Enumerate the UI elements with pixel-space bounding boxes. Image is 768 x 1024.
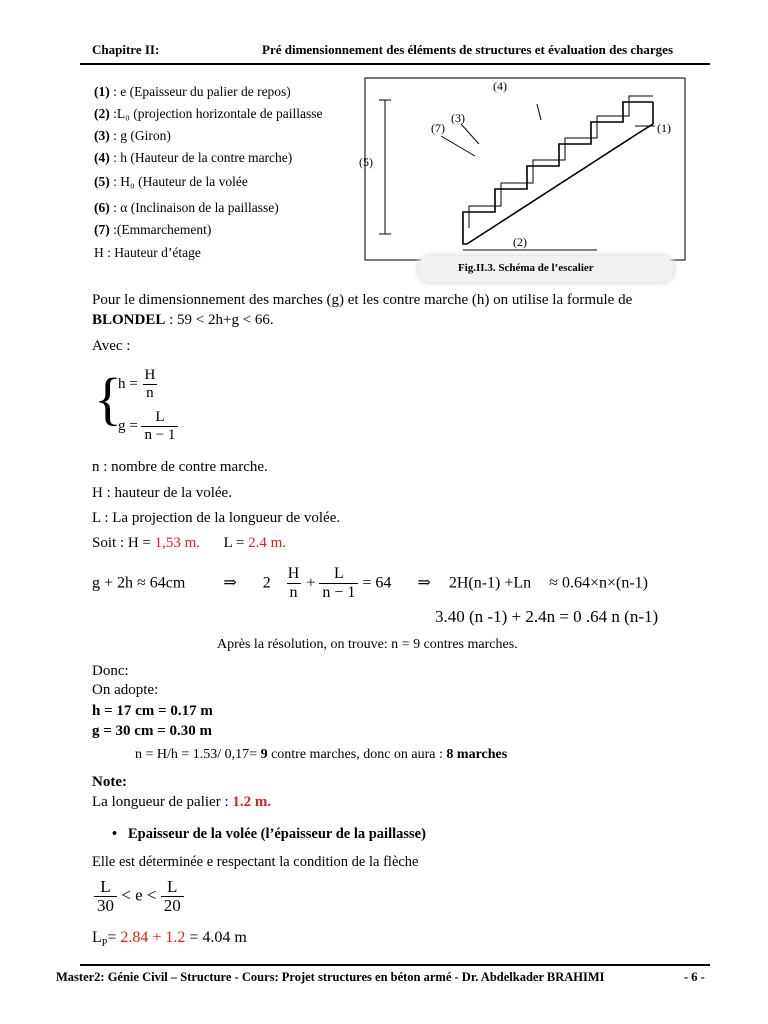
lp-line: $L_P= 2.84 + 1.2 = 4.04$ m xyxy=(92,929,247,950)
legend-item: (7) :(Emmarchement) xyxy=(94,222,212,237)
chapter-title: Pré dimensionnement des éléments de structures et évaluation des charges xyxy=(262,42,674,57)
palier-line: La longueur de palier : 1.2 m. xyxy=(92,794,272,810)
legend-item: (5) : H₀ (Hauteur de la volée xyxy=(94,174,248,189)
eq-main: g + 2h ≈ 64cm ⇒ 2 $\frac{H}{n}$ + $\frac{L}{n - 1}$ = 64 ⇒ 2H(n-1) +Ln ≈ 0.64×n×(n-1) xyxy=(92,565,648,601)
figure-caption: Fig.II.3. Schéma de l’escalier xyxy=(458,262,594,274)
fig-label-7: (7) xyxy=(431,121,445,135)
intro-line-1: Pour le dimensionnement des marches (g) et les contre marche (h) on utilise la formule de xyxy=(92,292,633,308)
fig-label-2: (2) xyxy=(513,235,527,249)
header-rule xyxy=(80,63,710,65)
soit-line: Soit : H = 1,53 m. L = 2.4 m. xyxy=(92,535,287,551)
def-L: L : La projection de la longueur de volée. xyxy=(92,510,341,526)
legend-item: (4) : h (Hauteur de la contre marche) xyxy=(94,150,293,165)
def-n: n : nombre de contre marche. xyxy=(92,459,268,475)
footer-text: Master2: Génie Civil – Structure - Cours: Projet structures en béton armé - Dr. Abdelkader BRAHIMI xyxy=(56,970,605,984)
fig-label-5: (5) xyxy=(359,155,373,169)
legend-item: H : Hauteur d’étage xyxy=(94,245,201,260)
legend-item: (1) : e (Epaisseur du palier de repos) xyxy=(94,84,291,99)
stair-diagram xyxy=(355,74,695,264)
bullet-volee: • Epaisseur de la volée (l’épaisseur de la paillasse) xyxy=(112,826,426,842)
eq-h: h = $\frac{H}{n}$ xyxy=(118,367,156,401)
on-adopte-label: On adopte: xyxy=(92,682,159,698)
g-value: g = 30 cm = 0.30 m xyxy=(92,723,212,739)
system-brace: { xyxy=(94,366,122,431)
eq-line-2: 3.40 (n -1) + 2.4n = 0 .64 n (n-1) xyxy=(435,607,659,626)
avec-label: Avec : xyxy=(92,338,131,354)
n-calc: n = H/h = 1.53/ 0,17= 9 contre marches, donc on aura : 8 marches xyxy=(135,747,508,762)
fig-label-3: (3) xyxy=(451,111,465,125)
page-number: - 6 - xyxy=(684,970,705,984)
fig-label-1: (1) xyxy=(657,121,671,135)
donc-label: Donc: xyxy=(92,663,129,679)
footer-rule xyxy=(80,964,710,966)
resolution-text: Après la résolution, on trouve: n = 9 contres marches. xyxy=(217,637,518,652)
legend-item: (2) :L₀ (projection horizontale de paillasse xyxy=(94,106,323,121)
chapter-label: Chapitre II: xyxy=(92,42,160,57)
bullet-dot: • xyxy=(112,826,118,842)
legend-item: (6) : α (Inclinaison de la paillasse) xyxy=(94,200,279,215)
def-H: H : hauteur de la volée. xyxy=(92,485,232,501)
legend-item: (3) : g (Giron) xyxy=(94,128,171,143)
intro-line-2: BLONDEL : 59 < 2h+g < 66. xyxy=(92,312,274,328)
condition-text: Elle est déterminée e respectant la condition de la flèche xyxy=(92,854,419,870)
fig-label-4: (4) xyxy=(493,79,507,93)
h-value: h = 17 cm = 0.17 m xyxy=(92,703,213,719)
eq-g: g = $\frac{L}{n - 1}$ xyxy=(118,410,178,443)
note-label: Note: xyxy=(92,774,127,790)
inequality: $\frac{L}{30}$ < e < $\frac{L}{20}$ xyxy=(94,878,184,916)
